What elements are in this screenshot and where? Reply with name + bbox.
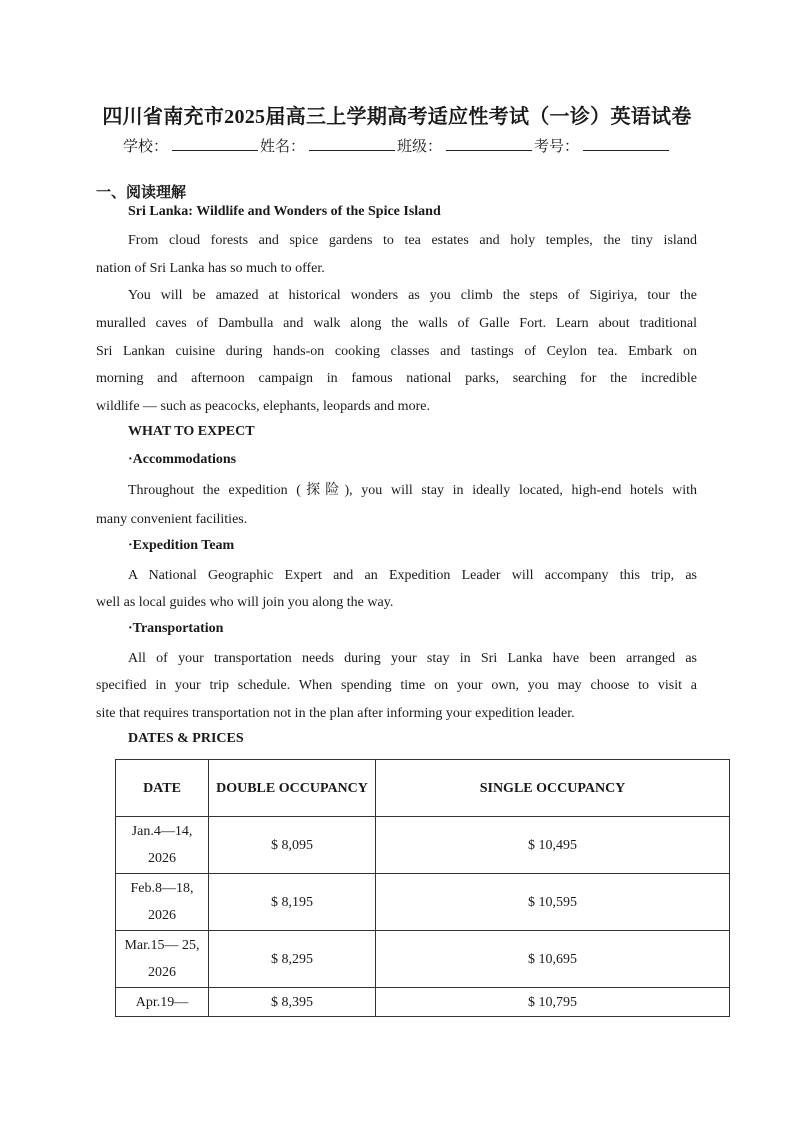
double-price-cell: $ 8,295 <box>209 931 376 988</box>
single-price-cell: $ 10,595 <box>376 874 730 931</box>
prices-table <box>115 759 730 1017</box>
class-label: 班级： <box>397 137 443 155</box>
section-title: 一、阅读理解 <box>96 183 187 201</box>
column-header: DATE <box>116 760 209 817</box>
school-label: 学校： <box>122 137 168 155</box>
student-info-line <box>0 135 794 156</box>
name-label: 姓名： <box>259 137 305 155</box>
paragraph-line: muralled caves of Dambulla and walk along the walls of Galle Fort. Learn about traditional <box>96 316 697 331</box>
double-price-cell: $ 8,395 <box>209 988 376 1017</box>
exam-number-label: 考号： <box>534 137 580 155</box>
single-price-cell: $ 10,795 <box>376 988 730 1017</box>
paragraph-line: well as local guides who will join you along the way. <box>96 595 394 610</box>
table-row <box>116 988 730 1017</box>
paragraph-line: Sri Lankan cuisine during hands-on cooking classes and tastings of Ceylon tea. Embark on <box>96 344 697 359</box>
double-price-cell: $ 8,095 <box>209 817 376 874</box>
name-blank[interactable] <box>309 136 395 151</box>
column-header: SINGLE OCCUPANCY <box>376 760 730 817</box>
what-to-expect-heading: WHAT TO EXPECT <box>128 424 255 439</box>
exam-number-blank[interactable] <box>583 136 669 151</box>
date-cell: Feb.8—18, 2026 <box>116 874 209 931</box>
paragraph-line: From cloud forests and spice gardens to tea estates and holy temples, the tiny island <box>128 233 697 248</box>
date-cell: Mar.15— 25, 2026 <box>116 931 209 988</box>
paragraph-line: Throughout the expedition (探险), you will stay in ideally located, high-end hotels with <box>128 483 697 498</box>
single-price-cell: $ 10,695 <box>376 931 730 988</box>
double-price-cell: $ 8,195 <box>209 874 376 931</box>
paragraph-line: A National Geographic Expert and an Expedition Leader will accompany this trip, as <box>128 568 697 583</box>
table-row <box>116 931 730 988</box>
table-row <box>116 874 730 931</box>
paragraph-line: wildlife — such as peacocks, elephants, leopards and more. <box>96 399 430 414</box>
table-header-row <box>116 760 730 817</box>
paragraph-line: specified in your trip schedule. When spending time on your own, you may choose to visit a <box>96 678 697 693</box>
paragraph-line: many convenient facilities. <box>96 512 248 527</box>
table-row <box>116 817 730 874</box>
expedition-team-heading: ·Expedition Team <box>128 538 235 553</box>
passage-heading: Sri Lanka: Wildlife and Wonders of the Spice Island <box>128 204 441 219</box>
dates-prices-heading: DATES & PRICES <box>128 731 244 746</box>
exam-title: 四川省南充市2025届高三上学期高考适应性考试（一诊）英语试卷 <box>102 106 692 128</box>
column-header: DOUBLE OCCUPANCY <box>209 760 376 817</box>
date-cell: Apr.19— <box>116 988 209 1017</box>
paragraph-line: nation of Sri Lanka has so much to offer. <box>96 261 325 276</box>
paragraph-line: All of your transportation needs during your stay in Sri Lanka have been arranged as <box>128 651 697 666</box>
paragraph-line: site that requires transportation not in the plan after informing your expedition leader. <box>96 706 575 721</box>
transportation-heading: ·Transportation <box>128 621 224 636</box>
accommodations-heading: ·Accommodations <box>128 452 237 467</box>
date-cell: Jan.4—14, 2026 <box>116 817 209 874</box>
paragraph-line: morning and afternoon campaign in famous national parks, searching for the incredible <box>96 371 697 386</box>
class-blank[interactable] <box>446 136 532 151</box>
school-blank[interactable] <box>172 136 258 151</box>
paragraph-line: You will be amazed at historical wonders as you climb the steps of Sigiriya, tour the <box>128 288 697 303</box>
single-price-cell: $ 10,495 <box>376 817 730 874</box>
